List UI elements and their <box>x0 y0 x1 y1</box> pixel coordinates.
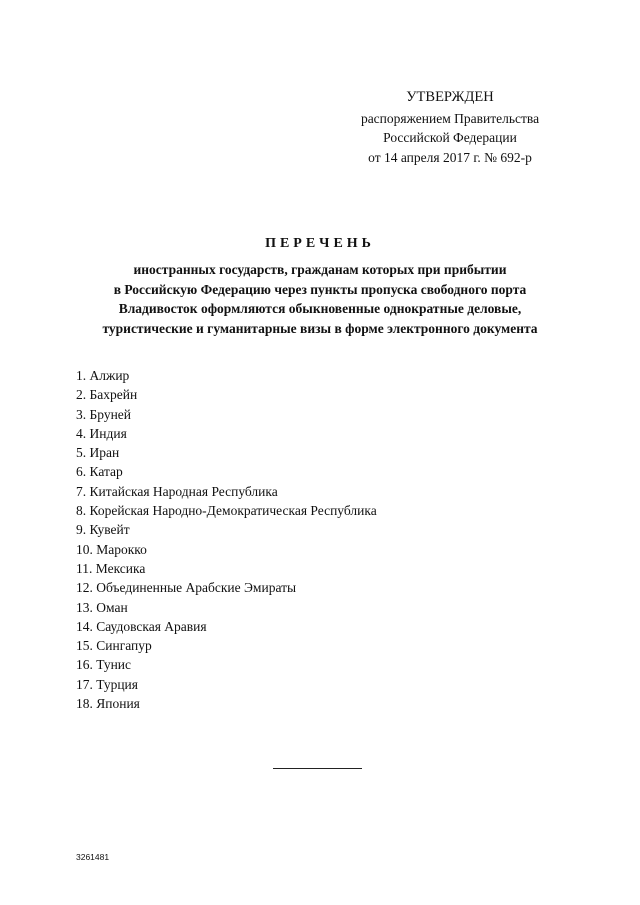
approval-line-2: Российской Федерации <box>383 130 517 145</box>
end-divider <box>273 768 362 769</box>
document-number: 3261481 <box>76 852 110 862</box>
list-item: 15. Сингапур <box>76 638 152 654</box>
subheading-line-3: Владивосток оформляются обыкновенные однократные деловые, <box>118 301 522 316</box>
list-item: 14. Саудовская Аравия <box>76 618 207 634</box>
list-item: 8. Корейская Народно-Демократическая Республика <box>76 503 377 519</box>
list-item: 16. Тунис <box>76 657 132 673</box>
list-item: 7. Китайская Народная Республика <box>76 483 278 499</box>
list-item: 9. Кувейт <box>76 522 130 538</box>
list-item: 11. Мексика <box>76 560 146 576</box>
list-item: 12. Объединенные Арабские Эмираты <box>76 580 297 596</box>
subheading-line-2: в Российскую Федерацию через пункты пропуска свободного порта <box>113 281 527 297</box>
list-item: 6. Катар <box>76 464 123 480</box>
document-subheading <box>60 260 580 338</box>
approval-block <box>340 88 560 167</box>
list-item: 10. Марокко <box>76 541 147 557</box>
subheading-line-4: туристические и гуманитарные визы в форме электронного документа <box>102 320 538 336</box>
list-item: 1. Алжир <box>76 368 130 383</box>
approval-line-3: от 14 апреля 2017 г. № 692-р <box>368 149 532 165</box>
list-item: 4. Индия <box>76 425 127 441</box>
document-heading: ПЕРЕЧЕНЬ <box>265 236 375 251</box>
list-item: 18. Япония <box>76 696 140 712</box>
list-item: 5. Иран <box>76 445 120 461</box>
country-list <box>76 366 377 713</box>
subheading-line-1: иностранных государств, гражданам которых при прибытии <box>133 262 507 277</box>
list-item: 13. Оман <box>76 599 128 615</box>
approved-title: УТВЕРЖДЕН <box>406 89 494 105</box>
list-item: 17. Турция <box>76 676 138 692</box>
list-item: 2. Бахрейн <box>76 387 138 403</box>
approval-line-1: распоряжением Правительства <box>360 110 540 126</box>
list-item: 3. Бруней <box>76 406 132 422</box>
